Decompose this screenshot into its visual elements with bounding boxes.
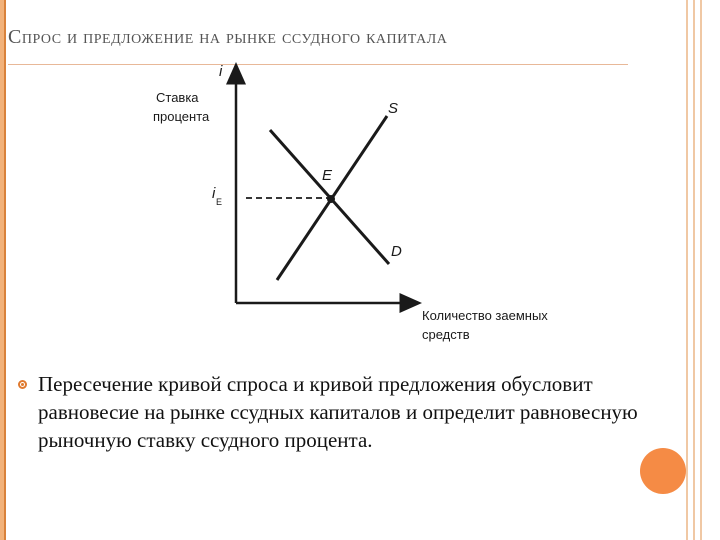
bullet-text: Пересечение кривой спроса и кривой предложения обусловит равновесие на рынке ссудных капиталов и определит равновесную рыночную ставку ссудного процента. bbox=[38, 372, 638, 452]
y-axis-label-line1: Ставка bbox=[156, 90, 199, 105]
y-axis-label-line2: процента bbox=[153, 109, 210, 124]
x-axis-label-line1: Количество заемных bbox=[422, 308, 548, 323]
equilibrium-label: E bbox=[322, 167, 333, 184]
supply-label: S bbox=[388, 100, 399, 117]
slide-title: Спрос и предложение на рынке ссудного капитала bbox=[8, 26, 448, 48]
bullet-icon bbox=[18, 380, 27, 389]
x-axis-label-line2: средств bbox=[422, 327, 470, 342]
y-axis-symbol: i bbox=[219, 63, 223, 80]
equilibrium-point bbox=[327, 195, 335, 203]
decor-circle bbox=[640, 448, 686, 494]
demand-label: D bbox=[391, 243, 402, 260]
equilibrium-rate-subscript: E bbox=[216, 197, 223, 207]
equilibrium-rate-label: i bbox=[212, 185, 216, 202]
